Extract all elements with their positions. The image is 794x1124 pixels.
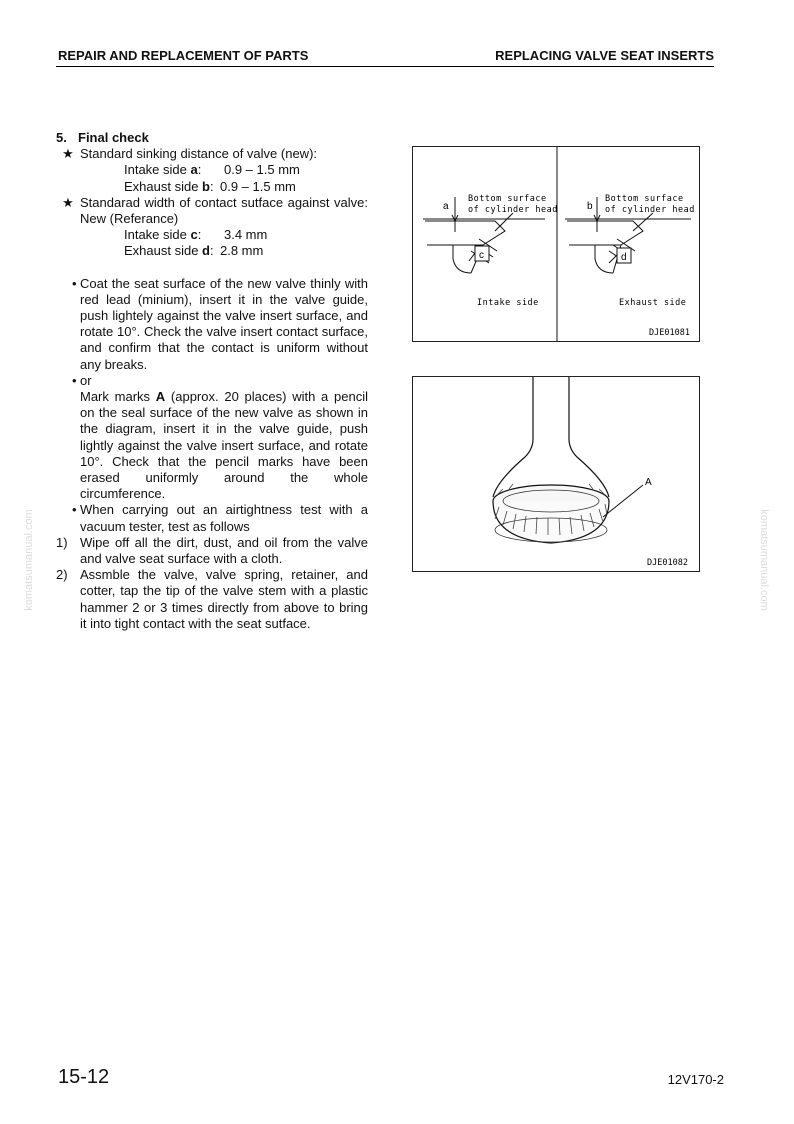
exhaust-side-label: Exhaust side (619, 298, 687, 308)
bullet-airtightness (56, 502, 368, 534)
star-icon: ★ (62, 146, 74, 162)
star-item-sinking (56, 146, 368, 162)
intake-side-label: Intake side (477, 298, 539, 308)
label-a: a (443, 201, 449, 212)
star-icon: ★ (62, 194, 74, 210)
spec-exhaust-d: Exhaust side d: 2.8 mm (124, 243, 264, 259)
spec-label: Exhaust side (124, 178, 203, 194)
section-title: Final check (78, 130, 149, 145)
valve-section-drawing (413, 147, 699, 341)
right-caption-line2: of cylinder head (605, 205, 695, 215)
main-text-column (56, 130, 368, 632)
label-d: d (621, 252, 627, 263)
bullet-coat-seat (56, 276, 368, 373)
bullet-dot: • (72, 275, 77, 291)
spec-intake-a: Intake side a: 0.9 – 1.5 mm (124, 162, 300, 178)
spec-value: 2.8 mm (220, 243, 264, 259)
step-2 (56, 567, 368, 632)
model-number: 12V170-2 (667, 1072, 724, 1087)
spec-letter: a (190, 162, 198, 178)
spec-label: Exhaust side (124, 243, 203, 259)
section-heading (56, 130, 368, 146)
header-right-title: REPLACING VALVE SEAT INSERTS (495, 48, 714, 63)
bullet-or (56, 373, 368, 389)
section-number: 5. (56, 130, 67, 145)
label-A: A (645, 477, 652, 488)
bullet-text-coat: Coat the seat surface of the new valve thinly with red lead (minium), insert it in the valve guide, push lightely against the valve insert surface, and rotate 10°. Check the valve insert contact surface, and confirm that the contact is uniform without any breaks. (80, 275, 368, 372)
figure-valve-sections (412, 146, 700, 342)
step-1 (56, 535, 368, 567)
spec-letter: c (190, 227, 198, 243)
bullet-text-or: or (80, 372, 92, 388)
spec-value: 0.9 – 1.5 mm (224, 162, 300, 178)
figure-valve-marks (412, 376, 700, 572)
label-b: b (587, 201, 593, 212)
watermark-right: komatsumanual.com (758, 509, 770, 611)
paragraph-mark-marks (56, 389, 368, 502)
spec-value: 3.4 mm (224, 227, 268, 243)
figure1-code: DJE01081 (649, 328, 690, 338)
step-number: 1) (56, 534, 68, 550)
header-left-title: REPAIR AND REPLACEMENT OF PARTS (58, 48, 309, 63)
star-text-sinking: Standard sinking distance of valve (new): (80, 146, 318, 162)
step-text: Assmble the valve, valve spring, retainer, and cotter, tap the tip of the valve stem with a plastic hammer 2 or 3 times directly from above to bring it into tight contact with the seat sutface. (80, 567, 368, 631)
mark-marks-text: Mark marks A (approx. 20 places) with a pencil on the seal surface of the new valve as shown in the diagram, insert it in the valve guide, push lightly against the valve insert surface, and rotate 10°. Check that the pencil marks have been erased uniformly around the whole circumference. (80, 389, 368, 502)
spec-value: 0.9 – 1.5 mm (220, 178, 296, 194)
spec-letter: b (202, 178, 210, 194)
bullet-text-airtight: When carrying out an airtightness test with a vacuum tester, test as follows (80, 502, 368, 534)
page-number: 15-12 (58, 1066, 110, 1088)
figure2-code: DJE01082 (647, 558, 688, 568)
spec-exhaust-b: Exhaust side b: 0.9 – 1.5 mm (124, 178, 296, 194)
bullet-dot: • (72, 372, 77, 388)
mark-letter: A (155, 389, 166, 405)
left-caption-line2: of cylinder head (468, 205, 558, 215)
valve-marks-drawing (413, 377, 699, 571)
spec-letter: d (202, 243, 210, 259)
step-number: 2) (56, 567, 68, 583)
spec-label: Intake side (124, 227, 191, 243)
spec-intake-c: Intake side c: 3.4 mm (124, 227, 268, 243)
star-text-contact: Standarad width of contact sutface against valve: New (Referance) (80, 194, 368, 227)
label-c: c (479, 250, 484, 261)
right-caption-line1: Bottom surface (605, 194, 684, 204)
step-text: Wipe off all the dirt, dust, and oil from the valve and valve seat surface with a cloth. (80, 534, 368, 567)
star-item-contact (56, 195, 368, 227)
header-rule (56, 66, 714, 67)
spec-label: Intake side (124, 162, 191, 178)
watermark-left: komatsumanual.com (23, 509, 35, 611)
left-caption-line1: Bottom surface (468, 194, 547, 204)
bullet-dot: • (72, 502, 77, 518)
